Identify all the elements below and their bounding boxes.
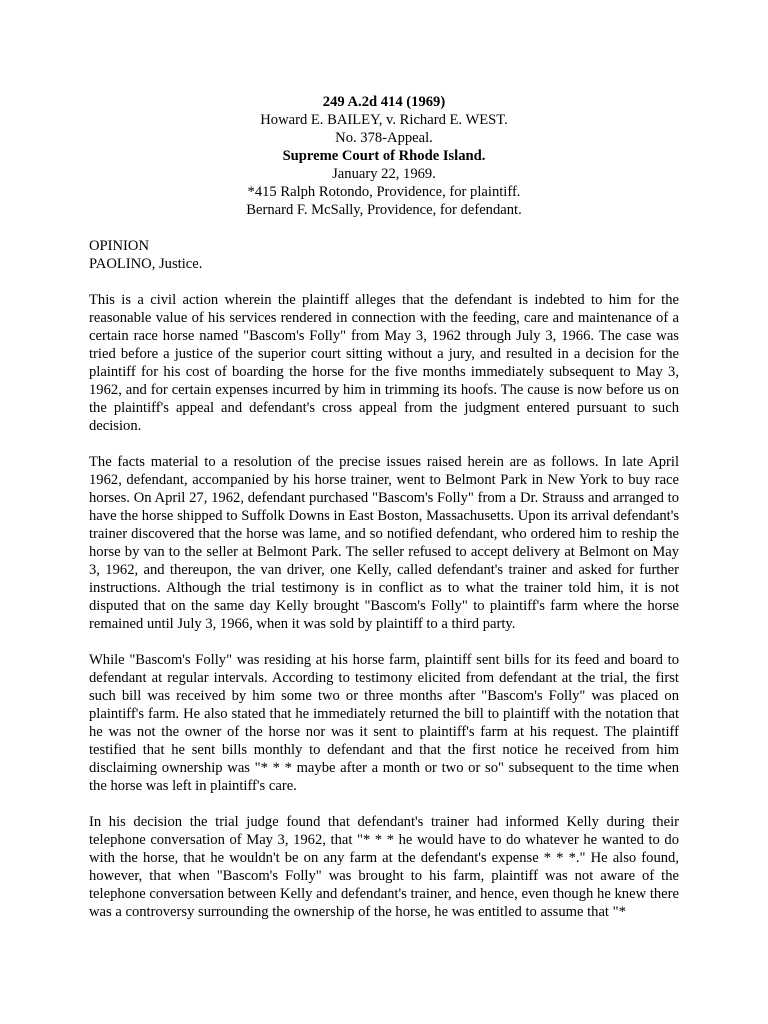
- opinion-heading: [89, 237, 679, 273]
- opinion-paragraph-1: This is a civil action wherein the plaintiff alleges that the defendant is indebted to him for the reasonable value of his services rendered in connection with the feeding, care and maintenance of a certain race horse named "Bascom's Folly" from May 3, 1962 through July 3, 1966. The case was tried before a justice of the superior court sitting without a jury, and resulted in a decision for the plaintiff for his cost of boarding the horse for the five months immediately subsequent to May 3, 1962, and for certain expenses incurred by him in trimming its hoofs. The cause is now before us on the plaintiff's appeal and defendant's cross appeal from the judgment entered pursuant to such decision.: [89, 292, 679, 434]
- opinion-paragraph-2: The facts material to a resolution of the precise issues raised herein are as follows. In late April 1962, defendant, accompanied by his horse trainer, went to Belmont Park in New York to buy race horses. On April 27, 1962, defendant purchased "Bascom's Folly" from a Dr. Strauss and arranged to have the horse shipped to Suffolk Downs in East Boston, Massachusetts. Upon its arrival defendant's trainer discovered that the horse was lame, and so notified defendant, who ordered him to reship the horse by van to the seller at Belmont Park. The seller refused to accept delivery at Belmont on May 3, 1962, and thereupon, the van driver, one Kelly, called defendant's trainer and asked for further instructions. Although the trial testimony is in conflict as to what the trainer told him, it is not disputed that on the same day Kelly brought "Bascom's Folly" to plaintiff's farm where the horse remained until July 3, 1966, when it was sold by plaintiff to a third party.: [89, 454, 679, 632]
- counsel-plaintiff: *415 Ralph Rotondo, Providence, for plaintiff.: [247, 184, 521, 200]
- counsel-defendant: Bernard F. McSally, Providence, for defendant.: [246, 202, 522, 218]
- case-citation: 249 A.2d 414 (1969): [322, 94, 446, 110]
- opinion-label: OPINION: [89, 238, 149, 254]
- docket-number: No. 378-Appeal.: [335, 130, 433, 146]
- opinion-paragraph-4: In his decision the trial judge found that defendant's trainer had informed Kelly during their telephone conversation of May 3, 1962, that "* * * he would have to do whatever he wanted to do with the horse, that he wouldn't be on any farm at the defendant's expense * * *." He also found, however, that when "Bascom's Folly" was brought to his farm, plaintiff was not aware of the telephone conversation between Kelly and defendant's trainer, and hence, even though he knew there was a controversy surrounding the ownership of the horse, he was entitled to assume that "*: [89, 814, 679, 920]
- opinion-paragraph-3: While "Bascom's Folly" was residing at his horse farm, plaintiff sent bills for its feed and board to defendant at regular intervals. According to testimony elicited from defendant at the trial, the first such bill was received by him some two or three months after "Bascom's Folly" was placed on plaintiff's farm. He also stated that he immediately returned the bill to plaintiff with the notation that he was not the owner of the horse nor was it sent to plaintiff's farm at his request. The plaintiff testified that he sent bills monthly to defendant and that the first notice he received from him disclaiming ownership was "* * * maybe after a month or two or so" subsequent to the time when the horse was left in plaintiff's care.: [89, 652, 679, 794]
- document-page: [89, 93, 679, 939]
- decision-date: January 22, 1969.: [332, 166, 436, 182]
- case-header: [89, 93, 679, 219]
- opinion-author: PAOLINO, Justice.: [89, 256, 203, 272]
- case-parties: Howard E. BAILEY, v. Richard E. WEST.: [260, 112, 508, 128]
- court-name: Supreme Court of Rhode Island.: [282, 148, 486, 164]
